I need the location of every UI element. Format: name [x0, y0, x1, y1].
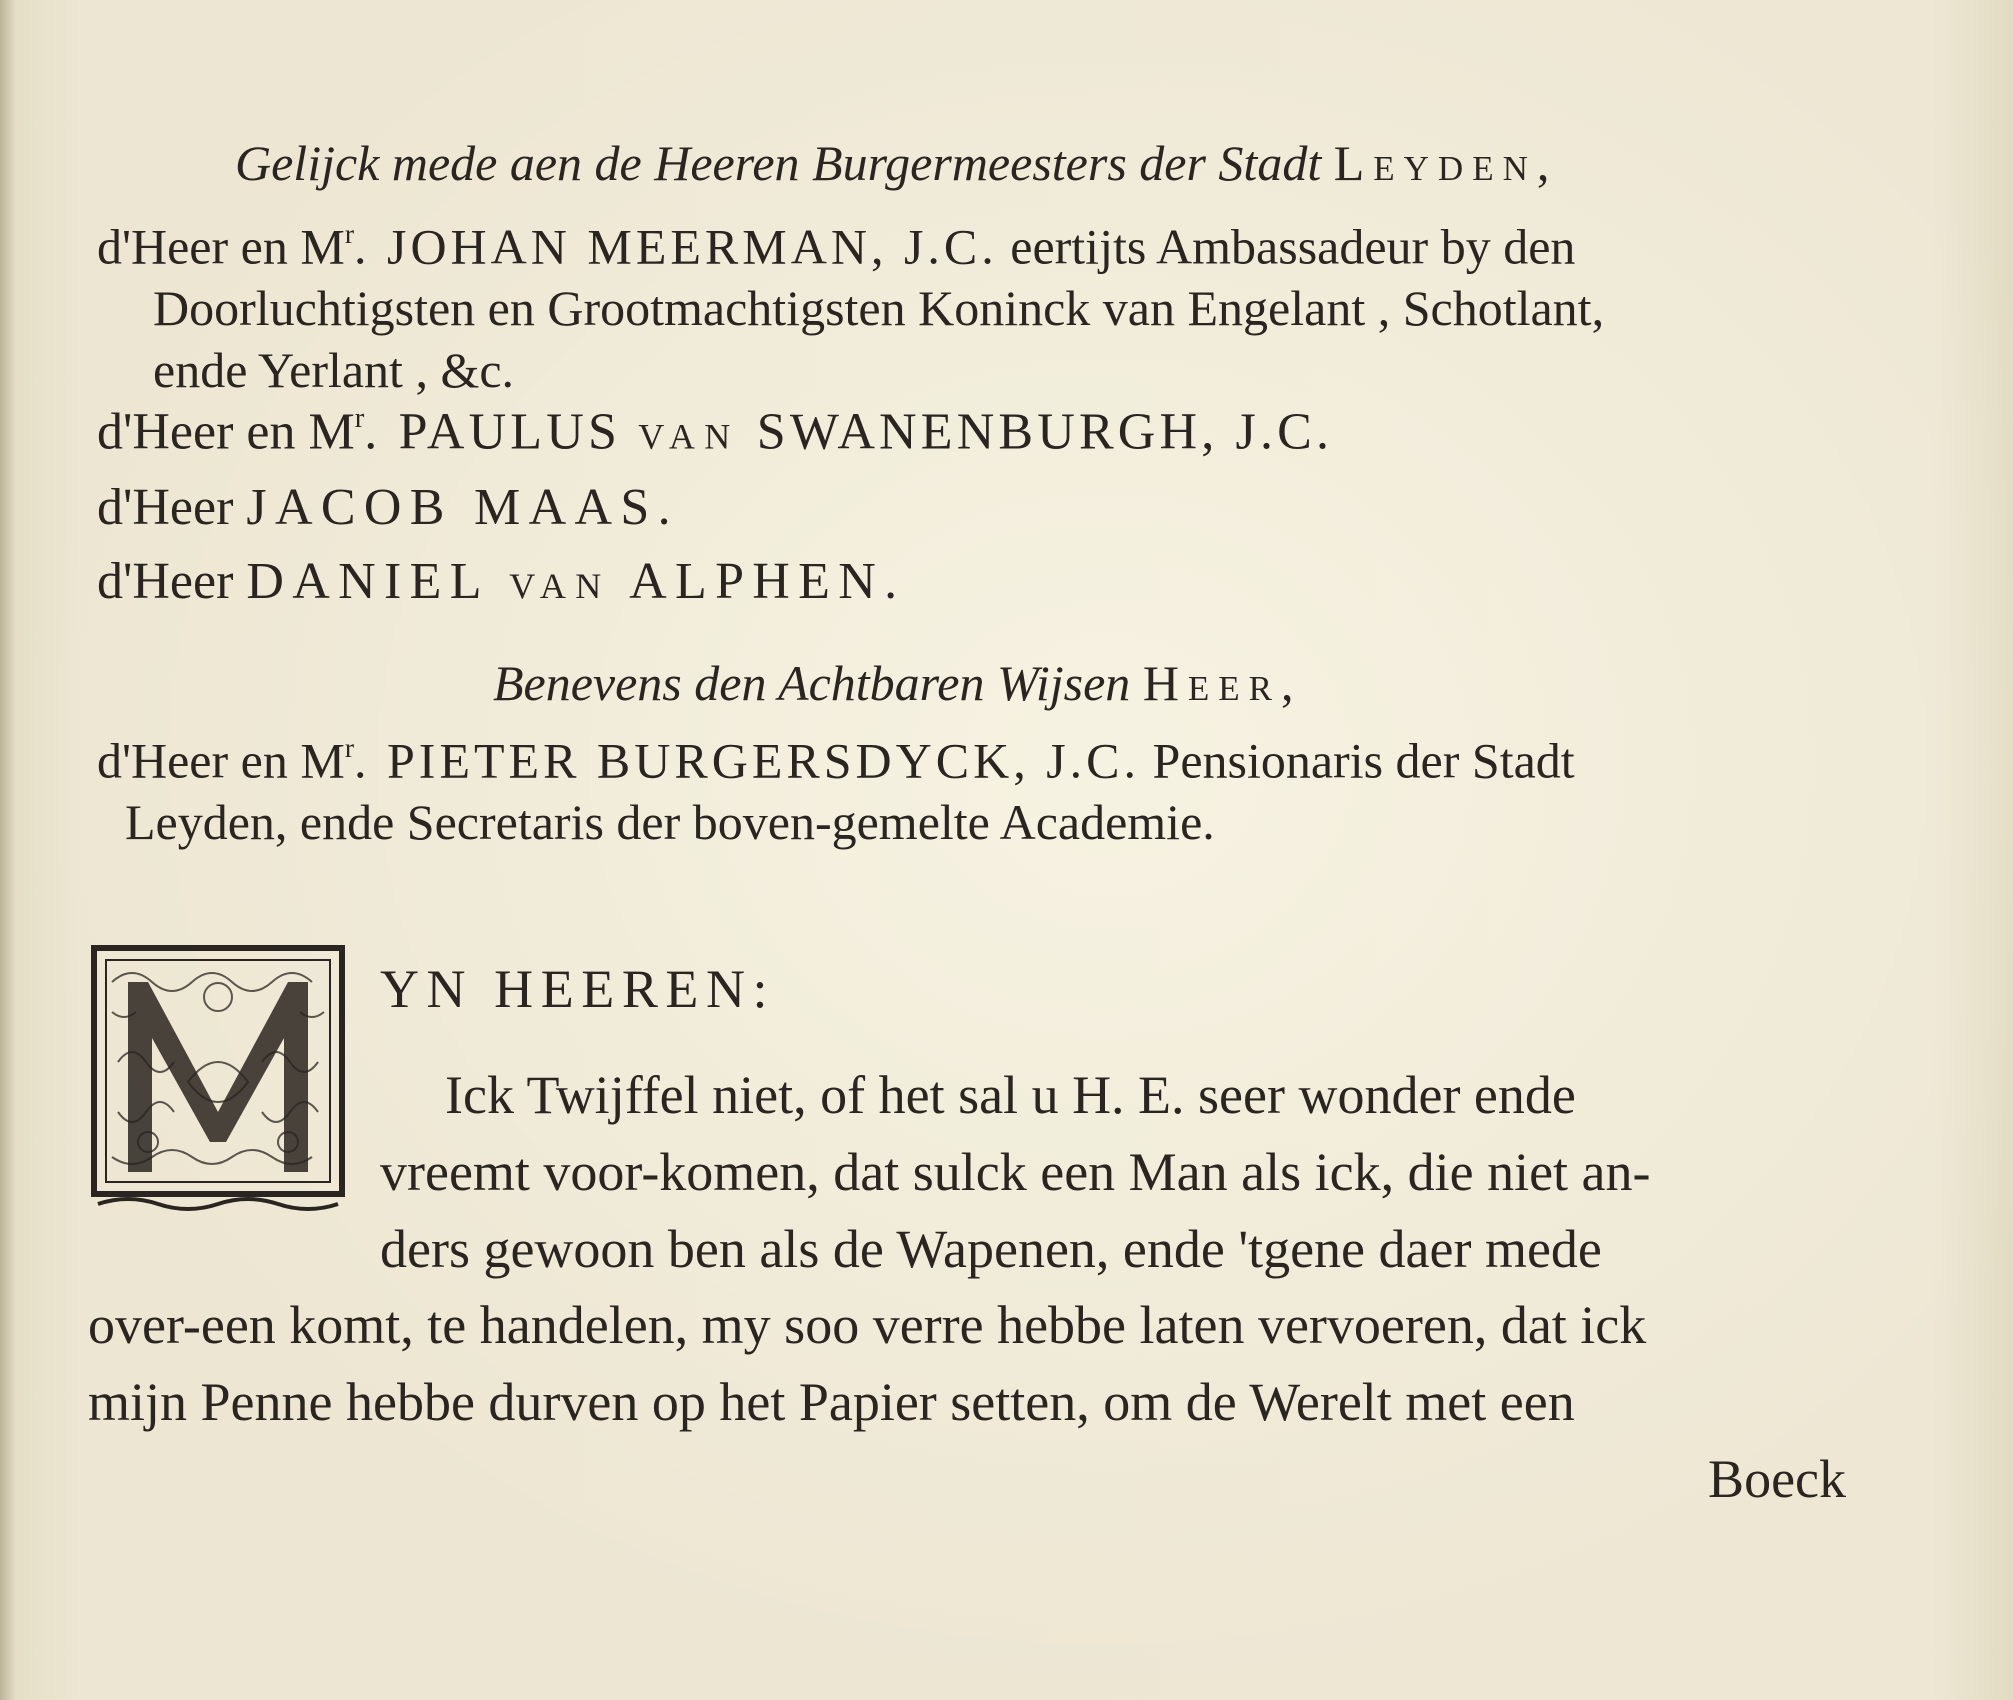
entry-sup: r [344, 218, 354, 249]
entry-name-2: SWANENBURGH, J.C. [739, 403, 1334, 461]
heading-1-italic: Gelijck mede aen de Heeren Burgermeesters der Stadt [235, 135, 1322, 191]
entry-van: van [638, 403, 740, 461]
entry-prefix: d'Heer [97, 553, 247, 610]
entry-van: van [509, 553, 611, 610]
entry-meerman-continued-1: Doorluchtigsten en Grootmachtigsten Koninck van Engelant , Schotlant, [153, 280, 1605, 336]
body-line: vreemt voor-komen, dat sulck een Man als ick, die niet an- [380, 1142, 1651, 1202]
entry-van-alphen [97, 553, 906, 610]
heading-2-italic: Benevens den Achtbaren Wijsen [493, 655, 1131, 711]
entry-sup: r [344, 732, 354, 763]
catchword: Boeck [1708, 1449, 1846, 1509]
heading-1-caps: Leyden, [1333, 135, 1559, 191]
entry-name: JACOB MAAS. [246, 479, 679, 536]
decorated-initial-m [88, 942, 348, 1222]
body-line: ders gewoon ben als de Wapenen, ende 'tgene daer mede [380, 1219, 1602, 1279]
entry-maas [97, 479, 679, 536]
entry-swanenburgh [97, 403, 1334, 461]
entry-prefix: d'Heer en M [97, 732, 345, 789]
salutation: YN HEEREN: [380, 959, 776, 1019]
body-line: mijn Penne hebbe durven op het Papier setten, om de Werelt met een [88, 1372, 1575, 1432]
entry-name: . PAULUS [364, 403, 639, 461]
entry-sup: r [354, 403, 365, 434]
body-line: over-een komt, te handelen, my soo verre hebbe laten vervoeren, dat ick [88, 1295, 1647, 1355]
entry-name: . JOHAN MEERMAN, J.C. [353, 218, 998, 275]
body-line: Ick Twijffel niet, of het sal u H. E. seer wonder ende [445, 1065, 1576, 1125]
entry-name-2: ALPHEN. [610, 553, 906, 610]
dedication-heading-1 [235, 135, 1559, 191]
entry-name: DANIEL [246, 553, 510, 610]
entry-meerman [97, 218, 1576, 275]
dedication-heading-2 [493, 655, 1303, 711]
entry-burgersdyck-continued: Leyden, ende Secretaris der boven-gemelte Academie. [125, 794, 1215, 850]
entry-prefix: d'Heer [97, 479, 247, 536]
entry-burgersdyck [97, 732, 1575, 789]
entry-meerman-continued-2: ende Yerlant , &c. [153, 342, 515, 398]
entry-rest: Pensionaris der Stadt [1140, 732, 1575, 789]
entry-rest: eertijts Ambassadeur by den [997, 218, 1576, 275]
entry-prefix: d'Heer en M [97, 218, 345, 275]
heading-2-caps: Heer, [1142, 655, 1303, 711]
entry-prefix: d'Heer en M [97, 403, 355, 461]
entry-name: . PIETER BURGERSDYCK, J.C. [353, 732, 1141, 789]
binding-shadow [0, 0, 16, 1700]
